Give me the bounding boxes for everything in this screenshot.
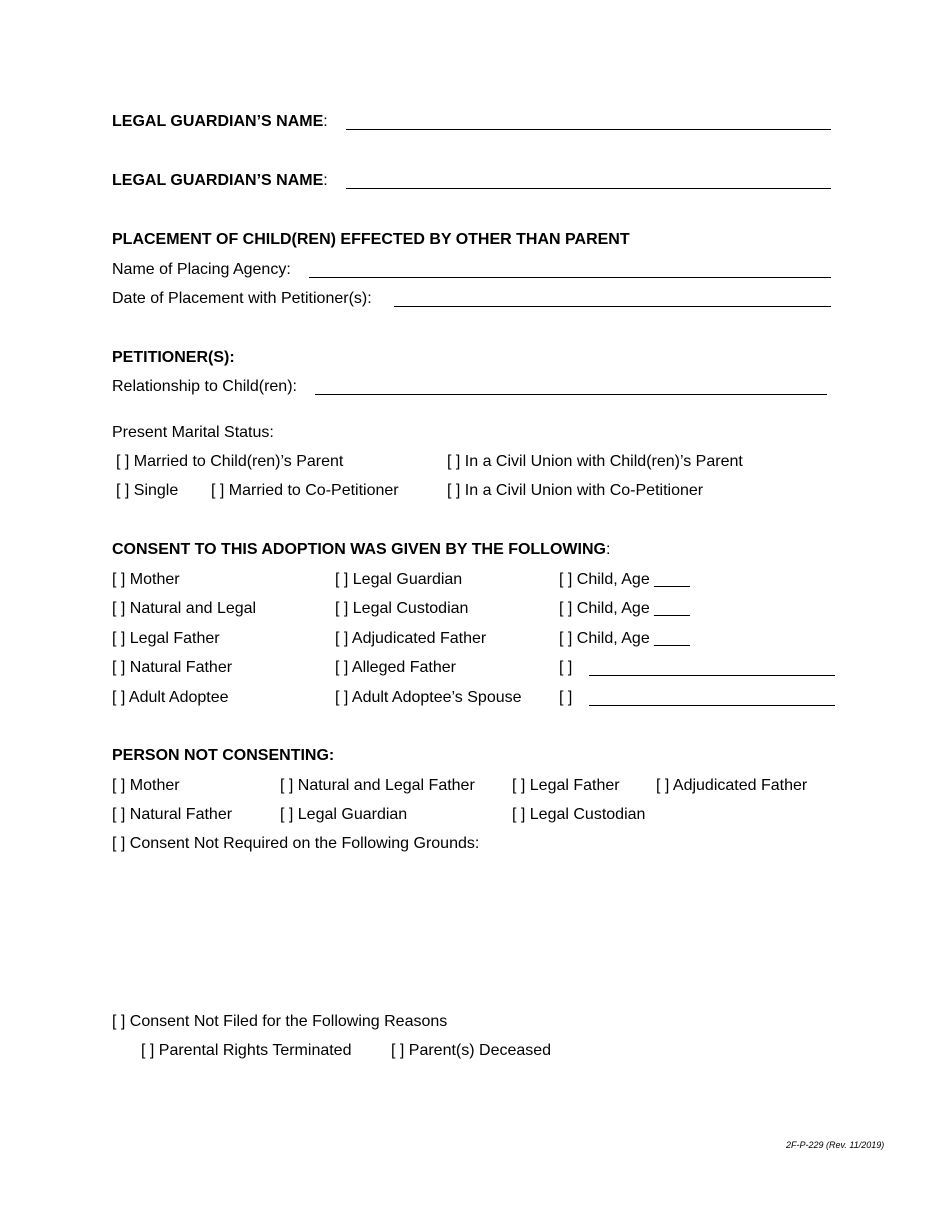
placing-agency-field[interactable]	[309, 277, 831, 278]
form-number: 2F-P-229 (Rev. 11/2019)	[786, 1140, 885, 1150]
consent-alleged-father[interactable]: [ ] Alleged Father	[335, 659, 456, 676]
consent-adult-adoptee-spouse[interactable]: [ ] Adult Adoptee’s Spouse	[335, 689, 522, 706]
not-consenting-mother[interactable]: [ ] Mother	[112, 777, 180, 794]
marital-status-label: Present Marital Status:	[112, 424, 274, 441]
not-consenting-legal-father[interactable]: [ ] Legal Father	[512, 777, 620, 794]
consent-legal-guardian[interactable]: [ ] Legal Guardian	[335, 571, 463, 588]
legal-guardian-name-field-2[interactable]	[346, 188, 831, 189]
placement-heading: PLACEMENT OF CHILD(REN) EFFECTED BY OTHER THAN PARENT	[112, 231, 630, 248]
placement-date-label: Date of Placement with Petitioner(s):	[112, 290, 372, 307]
legal-guardian-name-field-1[interactable]	[346, 129, 831, 130]
marital-option-civil-union-copetitioner[interactable]: [ ] In a Civil Union with Co-Petitioner	[447, 482, 704, 499]
not-consenting-legal-custodian[interactable]: [ ] Legal Custodian	[512, 806, 646, 823]
reason-parental-rights-terminated[interactable]: [ ] Parental Rights Terminated	[141, 1042, 352, 1059]
consent-other-1[interactable]: [ ]	[559, 659, 573, 676]
consent-natural-father[interactable]: [ ] Natural Father	[112, 659, 233, 676]
not-consenting-heading: PERSON NOT CONSENTING:	[112, 747, 335, 764]
legal-guardian-name-label-2	[112, 171, 328, 191]
consent-child-age-2[interactable]: [ ] Child, Age ____	[559, 600, 690, 617]
colon: :	[323, 172, 328, 189]
consent-heading-text: CONSENT TO THIS ADOPTION WAS GIVEN BY THE FOLLOWING	[112, 541, 606, 558]
consent-adult-adoptee[interactable]: [ ] Adult Adoptee	[112, 689, 229, 706]
marital-option-married-parent[interactable]: [ ] Married to Child(ren)’s Parent	[116, 453, 344, 470]
not-consenting-natural-legal-father[interactable]: [ ] Natural and Legal Father	[280, 777, 475, 794]
consent-other-2[interactable]: [ ]	[559, 689, 573, 706]
placing-agency-label: Name of Placing Agency:	[112, 261, 291, 278]
consent-other-field-1[interactable]	[589, 675, 835, 676]
not-consenting-adjudicated-father[interactable]: [ ] Adjudicated Father	[656, 777, 808, 794]
consent-other-field-2[interactable]	[589, 705, 835, 706]
consent-mother[interactable]: [ ] Mother	[112, 571, 180, 588]
consent-heading	[112, 540, 610, 560]
petitioners-heading: PETITIONER(S):	[112, 349, 235, 366]
relationship-label: Relationship to Child(ren):	[112, 378, 297, 395]
relationship-field[interactable]	[315, 394, 827, 395]
not-consenting-legal-guardian[interactable]: [ ] Legal Guardian	[280, 806, 408, 823]
not-consenting-natural-father[interactable]: [ ] Natural Father	[112, 806, 233, 823]
placement-date-field[interactable]	[394, 306, 831, 307]
consent-natural-and-legal[interactable]: [ ] Natural and Legal	[112, 600, 257, 617]
consent-child-age-3[interactable]: [ ] Child, Age ____	[559, 630, 690, 647]
reason-parents-deceased[interactable]: [ ] Parent(s) Deceased	[391, 1042, 552, 1059]
consent-legal-father[interactable]: [ ] Legal Father	[112, 630, 220, 647]
consent-not-filed[interactable]: [ ] Consent Not Filed for the Following Reasons	[112, 1013, 448, 1030]
consent-not-required[interactable]: [ ] Consent Not Required on the Following Grounds:	[112, 835, 480, 852]
legal-guardian-name-text-2: LEGAL GUARDIAN’S NAME	[112, 172, 324, 189]
marital-option-single[interactable]: [ ] Single	[116, 482, 179, 499]
consent-child-age-1[interactable]: [ ] Child, Age ____	[559, 571, 690, 588]
colon: :	[605, 541, 611, 558]
marital-option-civil-union-parent[interactable]: [ ] In a Civil Union with Child(ren)’s Parent	[447, 453, 743, 470]
legal-guardian-name-label-1	[112, 112, 328, 132]
marital-option-married-copetitioner[interactable]: [ ] Married to Co-Petitioner	[211, 482, 399, 499]
consent-legal-custodian[interactable]: [ ] Legal Custodian	[335, 600, 469, 617]
legal-guardian-name-text-1: LEGAL GUARDIAN’S NAME	[112, 113, 324, 130]
colon: :	[323, 113, 328, 130]
consent-adjudicated-father[interactable]: [ ] Adjudicated Father	[335, 630, 487, 647]
